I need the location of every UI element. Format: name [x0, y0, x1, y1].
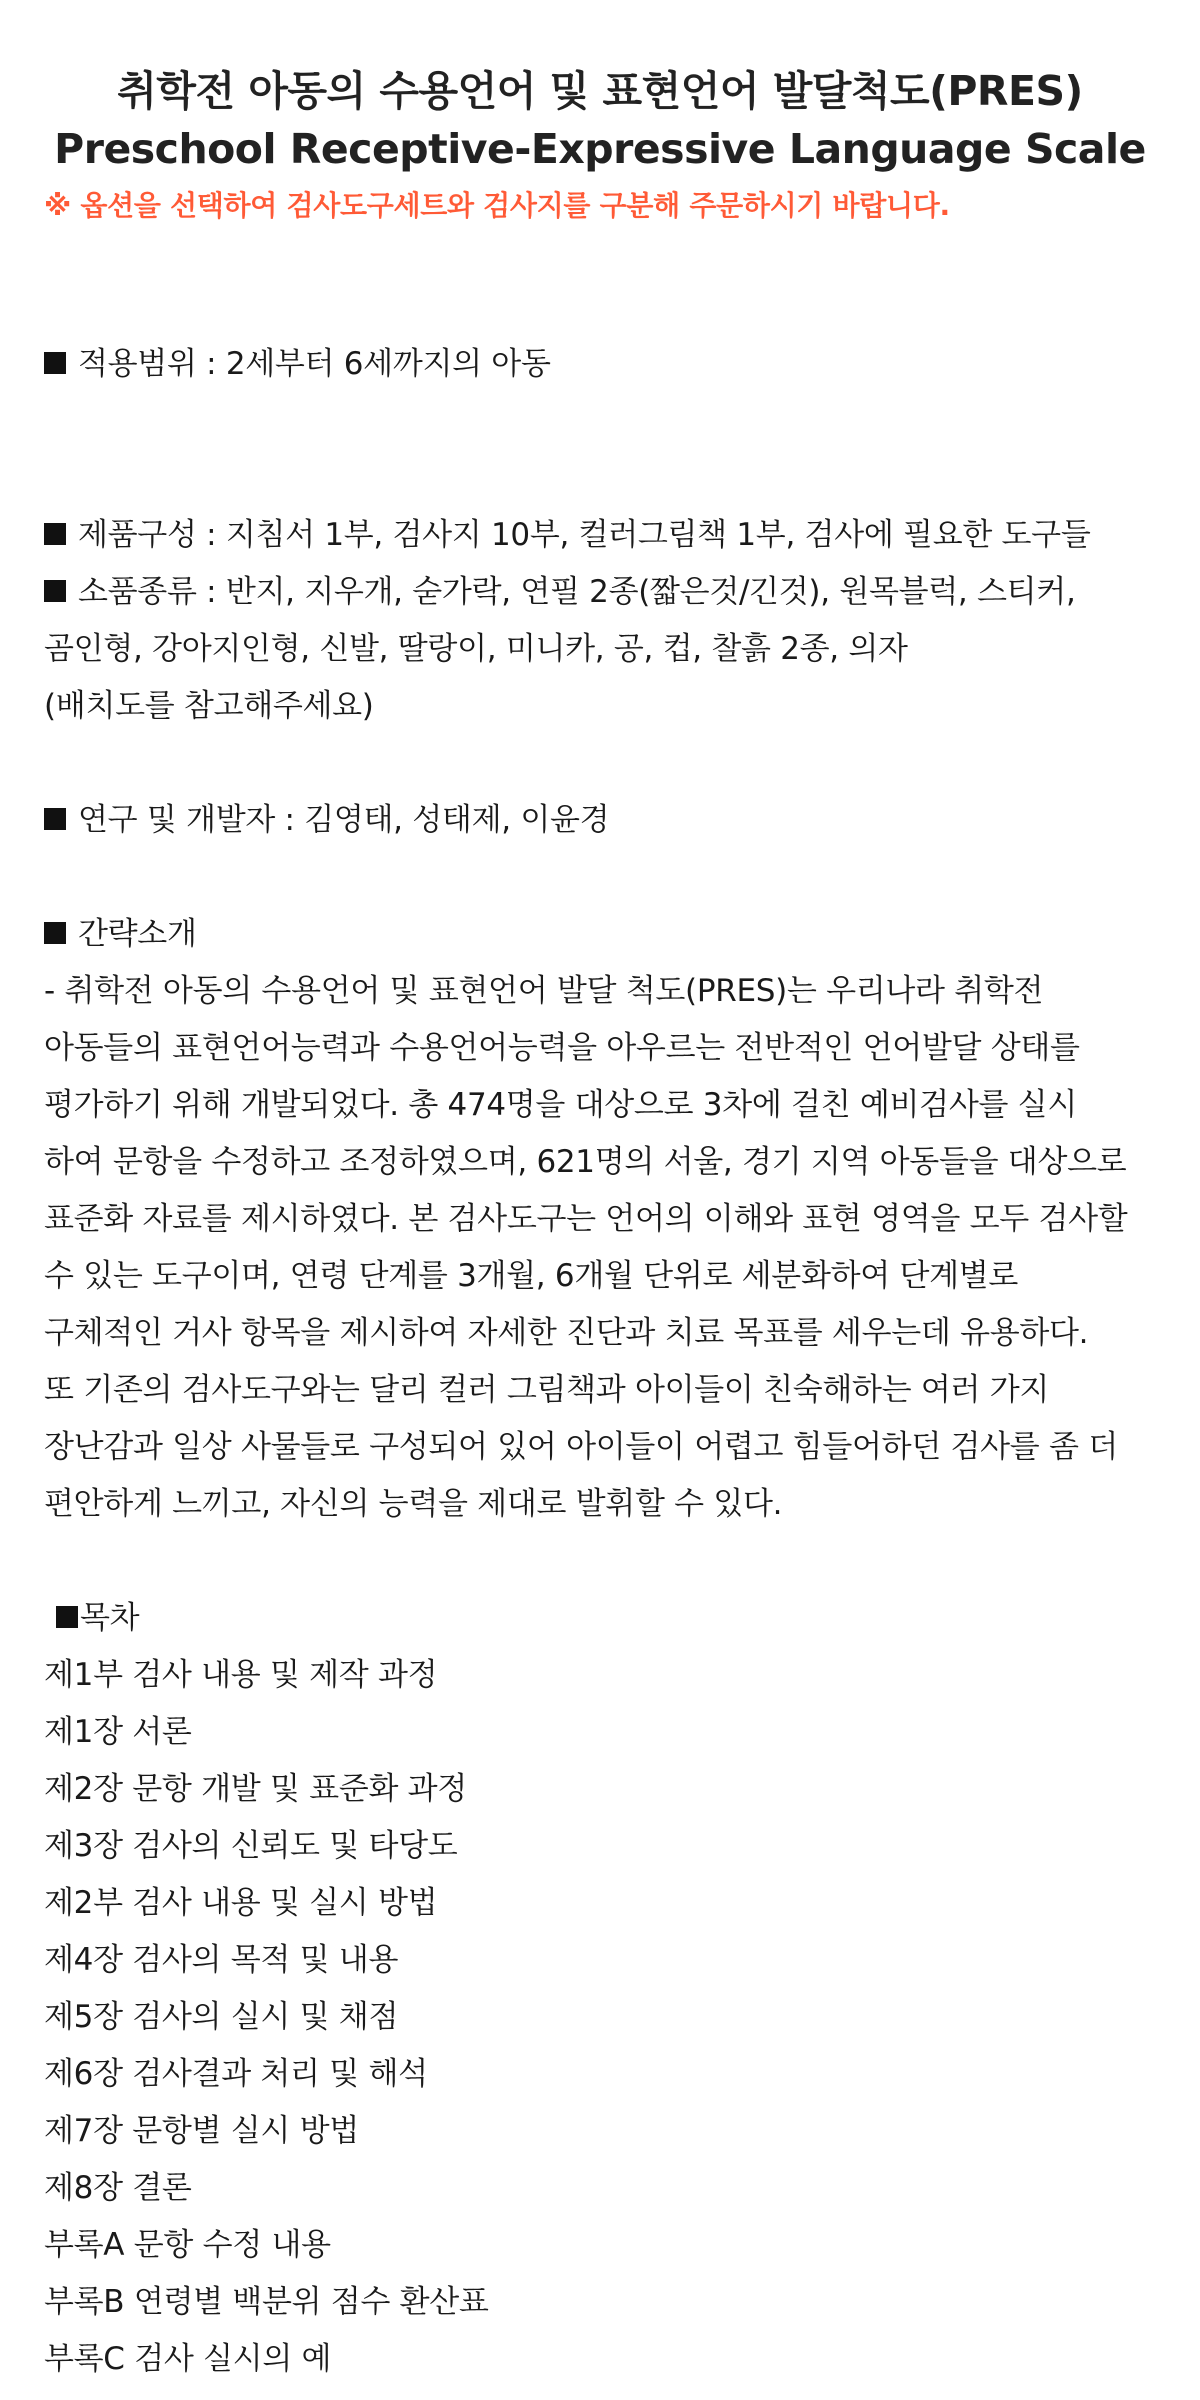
toc-item: 제2장 문항 개발 및 표준화 과정	[44, 1771, 467, 1807]
toc-item: 제5장 검사의 실시 및 채점	[44, 1999, 399, 2035]
developers-line	[44, 792, 1156, 849]
developers-text: 연구 및 개발자 : 김영태, 성태제, 이윤경	[78, 802, 610, 838]
page-title-english: Preschool Receptive-Expressive Language Scale	[54, 125, 1146, 173]
spacer	[44, 450, 1156, 507]
toc-heading-text: 목차	[80, 1600, 140, 1636]
toc-item: 제1장 서론	[44, 1714, 192, 1750]
spacer	[44, 393, 1156, 450]
intro-line: 아동들의 표현언어능력과 수용언어능력을 아우르는 전반적인 언어발달 상태를	[44, 1030, 1080, 1066]
intro-line: 표준화 자료를 제시하였다. 본 검사도구는 언어의 이해와 표현 영역을 모두 검사할	[44, 1201, 1128, 1237]
toc-item: 제2부 검사 내용 및 실시 방법	[44, 1885, 438, 1921]
toc-heading	[44, 1590, 1156, 1647]
title-block	[44, 62, 1156, 178]
scope-text: 적용범위 : 2세부터 6세까지의 아동	[78, 346, 551, 382]
order-notice: ※ 옵션을 선택하여 검사도구세트와 검사지를 구분해 주문하시기 바랍니다.	[44, 189, 950, 222]
toc-list	[44, 1647, 1156, 2388]
spacer	[44, 849, 1156, 906]
black-square-icon	[44, 352, 66, 374]
black-square-icon	[44, 580, 66, 602]
toc-item: 부록C 검사 실시의 예	[44, 2341, 332, 2377]
intro-line: 편안하게 느끼고, 자신의 능력을 제대로 발휘할 수 있다.	[44, 1486, 783, 1522]
spacer	[44, 735, 1156, 792]
intro-paragraph	[44, 963, 1156, 1533]
intro-line: - 취학전 아동의 수용언어 및 표현언어 발달 척도(PRES)는 우리나라 취학전	[44, 973, 1044, 1009]
black-square-icon	[56, 1606, 78, 1628]
black-square-icon	[44, 922, 66, 944]
intro-line: 또 기존의 검사도구와는 달리 컬러 그림책과 아이들이 친숙해하는 여러 가지	[44, 1372, 1050, 1408]
toc-item: 제7장 문항별 실시 방법	[44, 2113, 359, 2149]
toc-item: 부록A 문항 수정 내용	[44, 2227, 331, 2263]
props-line	[44, 564, 1156, 621]
toc-item: 부록B 연령별 백분위 점수 환산표	[44, 2284, 489, 2320]
toc-item: 제8장 결론	[44, 2170, 192, 2206]
intro-line: 장난감과 일상 사물들로 구성되어 있어 아이들이 어렵고 힘들어하던 검사를 좀 더	[44, 1429, 1118, 1465]
intro-line: 평가하기 위해 개발되었다. 총 474명을 대상으로 3차에 걸친 예비검사를 실시	[44, 1087, 1077, 1123]
black-square-icon	[44, 808, 66, 830]
props-text-2: 곰인형, 강아지인형, 신발, 딸랑이, 미니카, 공, 컵, 찰흙 2종, 의자	[44, 631, 908, 667]
composition-text: 제품구성 : 지침서 1부, 검사지 10부, 컬러그림책 1부, 검사에 필요한 도구들	[78, 517, 1091, 553]
intro-line: 수 있는 도구이며, 연령 단계를 3개월, 6개월 단위로 세분화하여 단계별로	[44, 1258, 1019, 1294]
intro-heading-text: 간략소개	[78, 916, 197, 952]
scope-line	[44, 336, 1156, 393]
composition-line	[44, 507, 1156, 564]
intro-line: 하여 문항을 수정하고 조정하였으며, 621명의 서울, 경기 지역 아동들을 대상으로	[44, 1144, 1127, 1180]
spacer	[44, 1533, 1156, 1590]
props-text-1: 소품종류 : 반지, 지우개, 숟가락, 연필 2종(짧은것/긴것), 원목블럭, 스티커,	[78, 574, 1076, 610]
page-title-korean: 취학전 아동의 수용언어 및 표현언어 발달척도(PRES)	[117, 67, 1083, 115]
toc-item: 제1부 검사 내용 및 제작 과정	[44, 1657, 438, 1693]
black-square-icon	[44, 523, 66, 545]
toc-item: 제4장 검사의 목적 및 내용	[44, 1942, 399, 1978]
intro-heading	[44, 906, 1156, 963]
spacer	[44, 279, 1156, 336]
intro-line: 구체적인 거사 항목을 제시하여 자세한 진단과 치료 목표를 세우는데 유용하다.	[44, 1315, 1089, 1351]
toc-item: 제3장 검사의 신뢰도 및 타당도	[44, 1828, 458, 1864]
toc-item: 제6장 검사결과 처리 및 해석	[44, 2056, 428, 2092]
props-text-3: (배치도를 참고해주세요)	[44, 688, 374, 724]
